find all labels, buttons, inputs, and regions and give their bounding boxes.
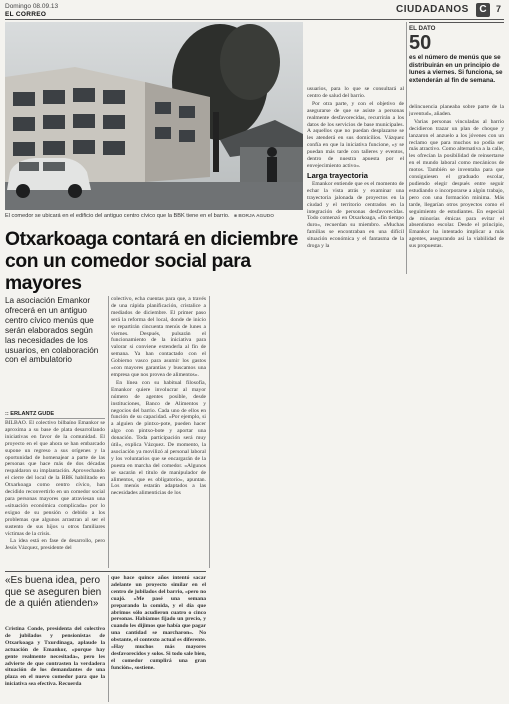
byline-name: ERLANTZ GUDE <box>10 411 55 417</box>
masthead-paper: EL CORREO <box>5 11 47 18</box>
column-divider <box>108 575 109 702</box>
quote-box-paragraph: que hace quince años intentó sacar adelante un proyecto similar en el centro de jubilados del barrio, «pero no cuajó. «Me pasé una semana preparando la comida, y el día que abrimos sólo acudieron cuatro o cinco personas. Habíamos fijado un precio, y cuando les dijimos que había que pagar una cantidad se marcharon». No obstante, el contexto actual es diferente. «Hay muchos más mayores desfavorecidos y solos. Si todo sale bien, el comedor cumplirá una gran función», sostiene. <box>111 575 206 671</box>
el-dato-number: 50 <box>409 32 432 54</box>
byline-rule <box>5 418 105 419</box>
body-paragraph: Varias personas vinculadas al barrio decidieron trazar un plan de choque y lanzaron el anzuelo a los jóvenes con un reclamo que para muchos no podía ser más atractivo. Como alternativa a la calle, les ofrecían la posibilidad de reinsertarse en el mundo laboral como mecánicos de motos. También se inventaba para que consiguiesen el graduado escolar, pudiendo elegir después entre seguir estudiando o incorporarse a algún trabajo, pero con una formación mínima. Más tarde, llegarían otros proyectos como el seguimiento de estudiantes. En especial de minorías étnicas para evitar el absentismo escolar. Desde el principio, Emankor ha intentado implicar a más agentes, asegurando así la viabilidad de sus propuestas. <box>409 118 504 250</box>
el-dato-label: EL DATO <box>409 25 436 32</box>
photo-credit-name: BORJA AGUDO <box>238 214 274 219</box>
quote-box-headline: «Es buena idea, pero que se aseguren bien de a quién atienden» <box>5 575 102 609</box>
byline <box>5 411 54 417</box>
body-paragraph: Emankor entiende que es el momento de echar la vista atrás y examinar una trayectoria jalonada de proyectos en la ciudad y el territorio centrados en la integración de personas desfavorecidas. Todo comenzó en Otxarkoaga, «fin tiempo duro», recuerdan su miembro. «Muchas familias se encontraban en una difícil situación económica y el fantasma de la droga y la <box>307 180 404 250</box>
column-divider <box>209 296 210 568</box>
headline: Otxarkoaga contará en diciembre con un comedor social para mayores <box>5 229 299 294</box>
quote-box-rule <box>5 571 206 572</box>
photo-credit: ■ BORJA AGUDO <box>234 214 274 219</box>
photo-illustration <box>5 22 303 210</box>
byline-marker: :: <box>5 411 11 417</box>
body-column-2 <box>111 296 206 568</box>
quote-box-paragraph: Cristina Conde, presidenta del colectivo de jubilados y pensionistas de Otxarkoaga y Txurdinaga, aplaude la actuación de Emankor, «porque hay gente realmente necesitada», pero les advierte de que contrasten la verdadera situación de los demandantes de una plaza en el nuevo comedor para que la iniciativa sea efectiva. Recuerda <box>5 626 105 688</box>
quote-box-column-1 <box>5 626 105 702</box>
section-badge <box>476 3 490 17</box>
body-paragraph: Por otra parte, y con el objetivo de asegurarse de que se asiste a personas realmente desfavorecidas, recurrirán a los datos de los servicios de base municipales. A aquellos que no puedan desplazarse se les atenderá en sus domicilios. Vázquez confía en que la iniciativa funcione, «y se puedan más tarde con talleres y eventos, dentro de nuestra apuesta por el envejecimiento activo». <box>307 100 404 169</box>
body-paragraph: En línea con su habitual filosofía, Emankor quiere involucrar al mayor número de agentes posible, desde instituciones, Banco de Alimentos y negocios del barrio. Cada uno de ellos en función de su capacidad. «Por ejemplo, si a alguien de pintxo-pote, pueden hacer algo con pintxo-bote y aportar una donación. Toda participación será muy útil», explica Vázquez. De momento, la asociación ya movilizó al personal laboral y los voluntarios que se encargarán de la puesta en marcha del comedor. «Algunos se sacarán el título de manipulador de alimentos, que es obligatorio», apuntan. Los menús estarán adaptados a las necesidades alimenticias de los <box>111 379 206 497</box>
el-dato-text <box>409 54 504 84</box>
section-letter: C <box>479 4 487 15</box>
el-dato-text-bold: es el número de menús que se distribuirán en un principio de lunes a viernes. <box>409 54 501 77</box>
masthead-rule <box>5 19 504 20</box>
el-dato-text-rest: Si funciona, se extenderán al fin de semana. <box>409 69 503 84</box>
masthead-date: Domingo 08.09.13 <box>5 3 59 10</box>
section-subhead: Larga trayectoria <box>307 170 368 180</box>
body-column-1 <box>5 420 105 570</box>
body-paragraph: BILBAO. El colectivo bilbaíno Emankor se aproxima a su base de plata desarrollando iniciativas en favor de la comunidad. El proyecto en el que ahora se han embarcado supone un regreso a sus orígenes y la oportunidad de homenajear a parte de las personas que hace más de dos décadas respaldaron su implantación. Aprovechando el cierre del local de la BBK habilitado en Otxarkoaga como centro cívico, han decidido reconvertirlo en un comedor social para personas mayores que atraviesan una «situación económica complicada» por lo exiguo de su pensión o debido a los problemas que algunos arrastran al ser el sustento de sus hijos u otros familiares víctimas de la crisis. <box>5 420 105 537</box>
article-photo <box>5 22 303 210</box>
lead-paragraph: La asociación Emankor ofrecerá en un antiguo centro cívico menús que serán elaborados según las necesidades de los usuarios, en colaboración con el ambulatorio <box>5 296 99 365</box>
quote-box-column-2 <box>111 575 206 702</box>
body-paragraph: delincuencia planeaba sobre parte de la juventud», añaden. <box>409 104 504 117</box>
photo-caption-text: El comedor se ubicará en el edificio del antiguo centro cívico que la BBK tiene en el barrio. <box>5 213 230 219</box>
section-name: CIUDADANOS <box>396 4 469 15</box>
column-divider <box>406 22 407 274</box>
body-paragraph: colectivo, echa cuentas para que, a través de una rápida planificación, cristalice a mediados de diciembre. El primer paso será la reforma del local, donde de inicio se repartirán cincuenta menús de lunes a viernes. Después, pulsarán el funcionamiento de la iniciativa para valorar si conviene extenderla al fin de semana. Ya han contactado con el Gobierno vasco para asumir los gastos «con mayores garantías y buscamos una empresa que nos provea de alimentos». <box>111 296 206 378</box>
body-column-3 <box>307 86 404 274</box>
column-divider <box>108 296 109 568</box>
body-paragraph: La idea está en fase de desarrollo, pero Jesús Vázquez, presidente del <box>5 538 105 552</box>
photo-caption <box>5 213 303 219</box>
body-column-4 <box>409 104 504 274</box>
page-number: 7 <box>496 4 502 14</box>
body-paragraph: usuarios, para lo que se consultará al centro de salud del barrio. <box>307 86 404 99</box>
el-dato-box <box>409 22 504 102</box>
